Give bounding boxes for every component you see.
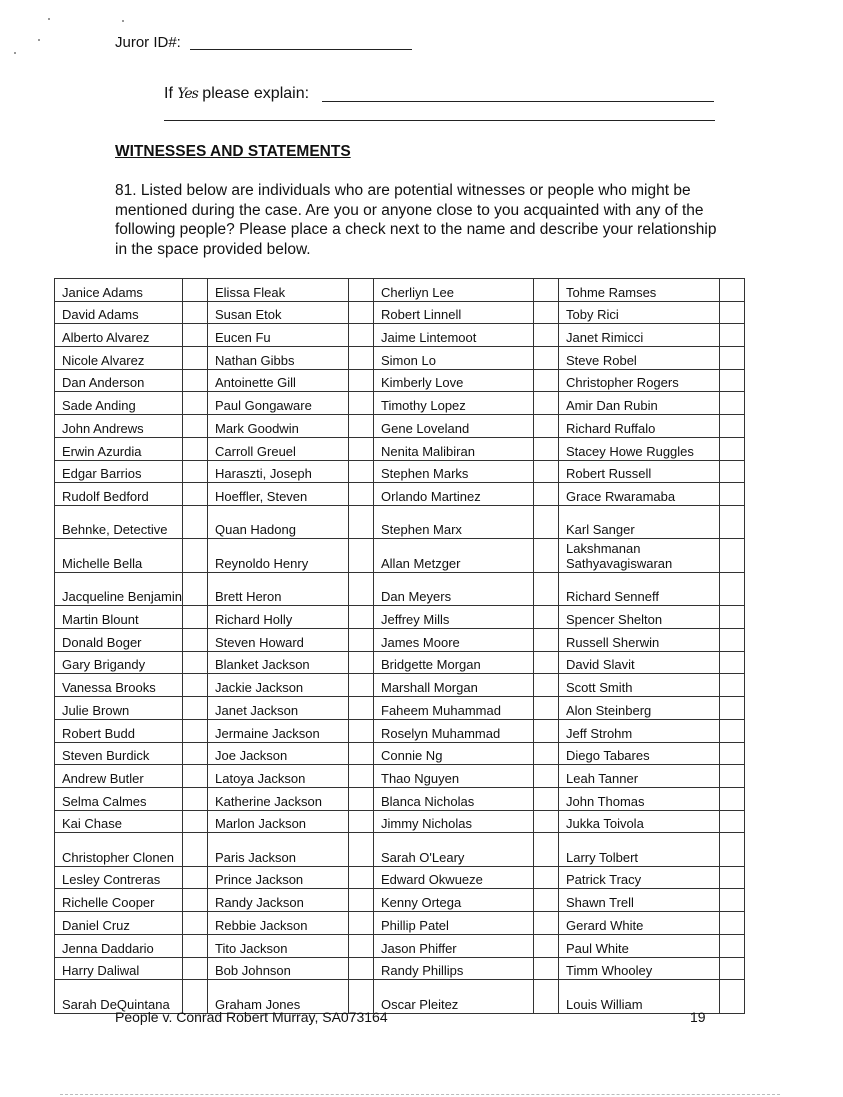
witness-check-box[interactable] bbox=[349, 392, 374, 415]
witness-name: Bob Johnson bbox=[208, 957, 349, 980]
witness-name: Steven Howard bbox=[208, 629, 349, 652]
witness-check-box[interactable] bbox=[720, 629, 745, 652]
witness-name: Steven Burdick bbox=[55, 742, 183, 765]
witness-check-box[interactable] bbox=[349, 629, 374, 652]
witness-name: Nenita Malibiran bbox=[374, 437, 534, 460]
witness-name: Randy Jackson bbox=[208, 889, 349, 912]
explain-field-line-1[interactable] bbox=[322, 101, 714, 102]
witness-name: Jeff Strohm bbox=[559, 719, 720, 742]
witness-name: Jermaine Jackson bbox=[208, 719, 349, 742]
scan-speck bbox=[48, 18, 50, 20]
witness-name: Robert Russell bbox=[559, 460, 720, 483]
witness-name: Oscar Pleitez bbox=[374, 980, 534, 1014]
witness-name: Stephen Marks bbox=[374, 460, 534, 483]
witness-name: Quan Hadong bbox=[208, 505, 349, 539]
witness-check-box[interactable] bbox=[349, 697, 374, 720]
witness-check-box[interactable] bbox=[349, 572, 374, 606]
witness-check-box[interactable] bbox=[720, 742, 745, 765]
witness-check-box[interactable] bbox=[534, 347, 559, 370]
witness-name: Hoeffler, Steven bbox=[208, 483, 349, 506]
witness-check-box[interactable] bbox=[183, 787, 208, 810]
witness-name: Dan Meyers bbox=[374, 572, 534, 606]
witness-check-box[interactable] bbox=[349, 324, 374, 347]
witness-row bbox=[55, 572, 745, 606]
witness-name: Julie Brown bbox=[55, 697, 183, 720]
witness-check-box[interactable] bbox=[349, 719, 374, 742]
witness-name: Daniel Cruz bbox=[55, 912, 183, 935]
witness-check-box[interactable] bbox=[183, 572, 208, 606]
witness-check-box[interactable] bbox=[183, 742, 208, 765]
witness-name: Russell Sherwin bbox=[559, 629, 720, 652]
witness-name: Jaime Lintemoot bbox=[374, 324, 534, 347]
witness-check-box[interactable] bbox=[720, 651, 745, 674]
witness-name: Scott Smith bbox=[559, 674, 720, 697]
witness-check-box[interactable] bbox=[349, 889, 374, 912]
witness-name: John Andrews bbox=[55, 415, 183, 438]
witness-row bbox=[55, 912, 745, 935]
witness-check-box[interactable] bbox=[349, 810, 374, 833]
witness-name: David Adams bbox=[55, 301, 183, 324]
witness-check-box[interactable] bbox=[534, 606, 559, 629]
witness-row bbox=[55, 301, 745, 324]
witness-name: Richard Ruffalo bbox=[559, 415, 720, 438]
witness-row bbox=[55, 833, 745, 867]
witness-check-box[interactable] bbox=[534, 437, 559, 460]
scan-speck bbox=[122, 20, 124, 22]
witness-check-box[interactable] bbox=[720, 810, 745, 833]
witness-name: Janet Jackson bbox=[208, 697, 349, 720]
witness-name: Simon Lo bbox=[374, 347, 534, 370]
witness-name: Lakshmanan Sathyavagiswaran bbox=[559, 539, 720, 573]
witness-row bbox=[55, 483, 745, 506]
witness-check-box[interactable] bbox=[349, 505, 374, 539]
question-81: 81. Listed below are individuals who are potential witnesses or people who might be mentioned during the case. Are you or anyone close to you acquainted with any of the following people? Please place a check next to the name and describe your relationship in the space provided below. bbox=[115, 182, 717, 258]
witness-check-box[interactable] bbox=[349, 957, 374, 980]
witness-check-box[interactable] bbox=[720, 505, 745, 539]
witness-row bbox=[55, 787, 745, 810]
witness-name: Timothy Lopez bbox=[374, 392, 534, 415]
witness-name: Tito Jackson bbox=[208, 934, 349, 957]
witness-check-box[interactable] bbox=[720, 980, 745, 1014]
witness-check-box[interactable] bbox=[349, 483, 374, 506]
witness-name: Nicole Alvarez bbox=[55, 347, 183, 370]
witness-name: Vanessa Brooks bbox=[55, 674, 183, 697]
witness-check-box[interactable] bbox=[183, 279, 208, 302]
witness-name: Kenny Ortega bbox=[374, 889, 534, 912]
witness-name: Allan Metzger bbox=[374, 539, 534, 573]
witness-name: Sarah DeQuintana bbox=[55, 980, 183, 1014]
witness-name: Janet Rimicci bbox=[559, 324, 720, 347]
witness-row bbox=[55, 437, 745, 460]
witness-check-box[interactable] bbox=[534, 301, 559, 324]
witness-name: Steve Robel bbox=[559, 347, 720, 370]
witness-row bbox=[55, 392, 745, 415]
witness-name: Behnke, Detective bbox=[55, 505, 183, 539]
witness-check-box[interactable] bbox=[720, 833, 745, 867]
witness-check-box[interactable] bbox=[349, 765, 374, 788]
witness-row bbox=[55, 889, 745, 912]
witness-name: Christopher Rogers bbox=[559, 369, 720, 392]
witness-name: Prince Jackson bbox=[208, 866, 349, 889]
witness-name: Richelle Cooper bbox=[55, 889, 183, 912]
witness-check-box[interactable] bbox=[720, 460, 745, 483]
page-number: 19 bbox=[690, 1009, 706, 1025]
witness-name: Jeffrey Mills bbox=[374, 606, 534, 629]
witness-check-box[interactable] bbox=[349, 347, 374, 370]
witness-name: Patrick Tracy bbox=[559, 866, 720, 889]
handwritten-yes: Yes bbox=[177, 86, 198, 102]
witness-name: Harry Daliwal bbox=[55, 957, 183, 980]
witness-check-box[interactable] bbox=[720, 572, 745, 606]
witness-check-box[interactable] bbox=[534, 392, 559, 415]
witness-check-box[interactable] bbox=[720, 866, 745, 889]
witness-check-box[interactable] bbox=[183, 889, 208, 912]
witness-check-box[interactable] bbox=[534, 415, 559, 438]
witness-name: Diego Tabares bbox=[559, 742, 720, 765]
witness-check-box[interactable] bbox=[183, 765, 208, 788]
witness-check-box[interactable] bbox=[183, 697, 208, 720]
witness-check-box[interactable] bbox=[183, 833, 208, 867]
witness-name: Donald Boger bbox=[55, 629, 183, 652]
scan-speck bbox=[14, 52, 16, 54]
witness-check-box[interactable] bbox=[183, 606, 208, 629]
witness-check-box[interactable] bbox=[183, 810, 208, 833]
witness-check-box[interactable] bbox=[349, 866, 374, 889]
witness-name: Andrew Butler bbox=[55, 765, 183, 788]
footer-case-name: People v. Conrad Robert Murray, SA073164 bbox=[115, 1009, 388, 1025]
witness-name: Martin Blount bbox=[55, 606, 183, 629]
witness-name: Gary Brigandy bbox=[55, 651, 183, 674]
witness-name: Shawn Trell bbox=[559, 889, 720, 912]
witness-check-box[interactable] bbox=[720, 324, 745, 347]
witness-check-box[interactable] bbox=[183, 505, 208, 539]
witness-check-box[interactable] bbox=[183, 629, 208, 652]
witness-name: Timm Whooley bbox=[559, 957, 720, 980]
witness-name: Paris Jackson bbox=[208, 833, 349, 867]
witness-name: Leah Tanner bbox=[559, 765, 720, 788]
witness-row bbox=[55, 279, 745, 302]
witness-check-box[interactable] bbox=[720, 347, 745, 370]
scan-speck bbox=[38, 39, 40, 41]
witness-check-box[interactable] bbox=[183, 651, 208, 674]
witness-name: Lesley Contreras bbox=[55, 866, 183, 889]
witness-check-box[interactable] bbox=[183, 301, 208, 324]
witness-check-box[interactable] bbox=[534, 742, 559, 765]
witness-check-box[interactable] bbox=[720, 392, 745, 415]
scan-bottom-edge bbox=[60, 1094, 780, 1095]
witness-row bbox=[55, 934, 745, 957]
witness-name: Sarah O'Leary bbox=[374, 833, 534, 867]
witness-check-box[interactable] bbox=[534, 810, 559, 833]
witness-name: Mark Goodwin bbox=[208, 415, 349, 438]
witness-name: Jacqueline Benjamin bbox=[55, 572, 183, 606]
witness-name: Spencer Shelton bbox=[559, 606, 720, 629]
witness-name: Marshall Morgan bbox=[374, 674, 534, 697]
witness-name: Brett Heron bbox=[208, 572, 349, 606]
witness-check-box[interactable] bbox=[183, 483, 208, 506]
witness-name: Janice Adams bbox=[55, 279, 183, 302]
explain-prompt bbox=[164, 85, 309, 103]
witness-name: David Slavit bbox=[559, 651, 720, 674]
witness-check-box[interactable] bbox=[534, 460, 559, 483]
witness-check-box[interactable] bbox=[720, 889, 745, 912]
witness-row bbox=[55, 674, 745, 697]
witness-name: Paul White bbox=[559, 934, 720, 957]
witness-name: Latoya Jackson bbox=[208, 765, 349, 788]
witness-name: Marlon Jackson bbox=[208, 810, 349, 833]
witness-name: Gerard White bbox=[559, 912, 720, 935]
witness-name: Antoinette Gill bbox=[208, 369, 349, 392]
witness-name: Elissa Fleak bbox=[208, 279, 349, 302]
witness-check-box[interactable] bbox=[534, 889, 559, 912]
witness-check-box[interactable] bbox=[534, 369, 559, 392]
witness-check-box[interactable] bbox=[534, 912, 559, 935]
witness-name: Katherine Jackson bbox=[208, 787, 349, 810]
witness-check-box[interactable] bbox=[183, 674, 208, 697]
witness-check-box[interactable] bbox=[349, 912, 374, 935]
witness-name: Alberto Alvarez bbox=[55, 324, 183, 347]
section-heading: WITNESSES AND STATEMENTS bbox=[115, 143, 351, 160]
witness-check-box[interactable] bbox=[183, 460, 208, 483]
witness-check-box[interactable] bbox=[183, 415, 208, 438]
witness-name: Stephen Marx bbox=[374, 505, 534, 539]
explain-field-line-2[interactable] bbox=[164, 120, 715, 121]
witness-name: Bridgette Morgan bbox=[374, 651, 534, 674]
witness-name: Joe Jackson bbox=[208, 742, 349, 765]
witness-name: Tohme Ramses bbox=[559, 279, 720, 302]
witness-check-box[interactable] bbox=[534, 324, 559, 347]
witness-check-box[interactable] bbox=[349, 674, 374, 697]
witness-check-box[interactable] bbox=[349, 651, 374, 674]
witness-check-box[interactable] bbox=[349, 301, 374, 324]
witness-check-box[interactable] bbox=[349, 415, 374, 438]
witness-check-box[interactable] bbox=[720, 301, 745, 324]
witness-check-box[interactable] bbox=[720, 719, 745, 742]
witness-check-box[interactable] bbox=[720, 415, 745, 438]
witness-check-box[interactable] bbox=[720, 437, 745, 460]
witness-check-box[interactable] bbox=[720, 912, 745, 935]
witness-check-box[interactable] bbox=[183, 324, 208, 347]
witness-name: Christopher Clonen bbox=[55, 833, 183, 867]
witness-name: Alon Steinberg bbox=[559, 697, 720, 720]
witness-name: Edgar Barrios bbox=[55, 460, 183, 483]
witness-row bbox=[55, 629, 745, 652]
witness-name: Phillip Patel bbox=[374, 912, 534, 935]
witness-name: Robert Linnell bbox=[374, 301, 534, 324]
witness-check-box[interactable] bbox=[349, 437, 374, 460]
witness-check-box[interactable] bbox=[534, 539, 559, 573]
witness-check-box[interactable] bbox=[534, 651, 559, 674]
witness-name: Amir Dan Rubin bbox=[559, 392, 720, 415]
witness-name: Kai Chase bbox=[55, 810, 183, 833]
witness-name: Connie Ng bbox=[374, 742, 534, 765]
witness-name: Robert Budd bbox=[55, 719, 183, 742]
witness-row bbox=[55, 460, 745, 483]
witness-check-box[interactable] bbox=[183, 866, 208, 889]
witness-name: Rudolf Bedford bbox=[55, 483, 183, 506]
witness-name: Carroll Greuel bbox=[208, 437, 349, 460]
witness-check-box[interactable] bbox=[534, 765, 559, 788]
witness-check-box[interactable] bbox=[534, 980, 559, 1014]
explain-label: please explain: bbox=[202, 85, 310, 102]
witness-check-box[interactable] bbox=[349, 539, 374, 573]
witness-row bbox=[55, 369, 745, 392]
witness-name: Selma Calmes bbox=[55, 787, 183, 810]
witness-check-box[interactable] bbox=[183, 957, 208, 980]
witness-row bbox=[55, 539, 745, 573]
witness-name: James Moore bbox=[374, 629, 534, 652]
witness-check-box[interactable] bbox=[720, 369, 745, 392]
witness-name: Richard Senneff bbox=[559, 572, 720, 606]
witness-name: Cherliyn Lee bbox=[374, 279, 534, 302]
witness-name: Orlando Martinez bbox=[374, 483, 534, 506]
witness-check-box[interactable] bbox=[534, 629, 559, 652]
witness-check-box[interactable] bbox=[534, 719, 559, 742]
witness-name: Karl Sanger bbox=[559, 505, 720, 539]
witness-table-body bbox=[55, 279, 745, 1014]
witness-check-box[interactable] bbox=[720, 606, 745, 629]
witness-name: Dan Anderson bbox=[55, 369, 183, 392]
witness-check-box[interactable] bbox=[534, 505, 559, 539]
witness-name: Thao Nguyen bbox=[374, 765, 534, 788]
witness-name: Jukka Toivola bbox=[559, 810, 720, 833]
witness-name: Jason Phiffer bbox=[374, 934, 534, 957]
witness-row bbox=[55, 697, 745, 720]
witness-name: Stacey Howe Ruggles bbox=[559, 437, 720, 460]
witness-name: John Thomas bbox=[559, 787, 720, 810]
witness-check-box[interactable] bbox=[183, 719, 208, 742]
witness-name: Edward Okwueze bbox=[374, 866, 534, 889]
witness-check-box[interactable] bbox=[349, 279, 374, 302]
witness-check-box[interactable] bbox=[534, 483, 559, 506]
witness-row bbox=[55, 719, 745, 742]
witness-check-box[interactable] bbox=[349, 606, 374, 629]
witness-check-box[interactable] bbox=[183, 369, 208, 392]
witness-name: Gene Loveland bbox=[374, 415, 534, 438]
explain-prefix: If bbox=[164, 85, 173, 102]
witness-name: Michelle Bella bbox=[55, 539, 183, 573]
witness-row bbox=[55, 505, 745, 539]
witness-check-box[interactable] bbox=[183, 934, 208, 957]
witness-check-box[interactable] bbox=[534, 279, 559, 302]
witness-name: Richard Holly bbox=[208, 606, 349, 629]
witness-check-box[interactable] bbox=[534, 787, 559, 810]
witness-table bbox=[54, 278, 745, 1014]
witness-name: Faheem Muhammad bbox=[374, 697, 534, 720]
witness-check-box[interactable] bbox=[720, 934, 745, 957]
witness-row bbox=[55, 606, 745, 629]
witness-name: Erwin Azurdia bbox=[55, 437, 183, 460]
witness-check-box[interactable] bbox=[720, 674, 745, 697]
witness-check-box[interactable] bbox=[534, 957, 559, 980]
witness-name: Reynoldo Henry bbox=[208, 539, 349, 573]
witness-check-box[interactable] bbox=[720, 279, 745, 302]
witness-name: Graham Jones bbox=[208, 980, 349, 1014]
witness-check-box[interactable] bbox=[349, 833, 374, 867]
witness-check-box[interactable] bbox=[183, 392, 208, 415]
witness-name: Larry Tolbert bbox=[559, 833, 720, 867]
witness-row bbox=[55, 866, 745, 889]
witness-check-box[interactable] bbox=[720, 697, 745, 720]
witness-check-box[interactable] bbox=[534, 866, 559, 889]
witness-check-box[interactable] bbox=[349, 460, 374, 483]
witness-check-box[interactable] bbox=[183, 437, 208, 460]
witness-check-box[interactable] bbox=[534, 674, 559, 697]
witness-check-box[interactable] bbox=[183, 912, 208, 935]
witness-row bbox=[55, 765, 745, 788]
witness-check-box[interactable] bbox=[534, 934, 559, 957]
witness-name: Blanca Nicholas bbox=[374, 787, 534, 810]
witness-name: Grace Rwaramaba bbox=[559, 483, 720, 506]
witness-check-box[interactable] bbox=[183, 539, 208, 573]
witness-check-box[interactable] bbox=[720, 539, 745, 573]
witness-check-box[interactable] bbox=[534, 572, 559, 606]
witness-name: Rebbie Jackson bbox=[208, 912, 349, 935]
witness-row bbox=[55, 651, 745, 674]
witness-name: Blanket Jackson bbox=[208, 651, 349, 674]
witness-name: Eucen Fu bbox=[208, 324, 349, 347]
witness-row bbox=[55, 324, 745, 347]
witness-row bbox=[55, 415, 745, 438]
witness-name: Louis William bbox=[559, 980, 720, 1014]
witness-row bbox=[55, 347, 745, 370]
witness-name: Susan Etok bbox=[208, 301, 349, 324]
witness-check-box[interactable] bbox=[349, 742, 374, 765]
witness-name: Haraszti, Joseph bbox=[208, 460, 349, 483]
witness-check-box[interactable] bbox=[349, 934, 374, 957]
witness-row bbox=[55, 810, 745, 833]
witness-check-box[interactable] bbox=[534, 697, 559, 720]
witness-name: Jackie Jackson bbox=[208, 674, 349, 697]
witness-check-box[interactable] bbox=[349, 787, 374, 810]
witness-row bbox=[55, 957, 745, 980]
witness-name: Randy Phillips bbox=[374, 957, 534, 980]
witness-check-box[interactable] bbox=[349, 369, 374, 392]
witness-check-box[interactable] bbox=[720, 483, 745, 506]
witness-name: Kimberly Love bbox=[374, 369, 534, 392]
witness-check-box[interactable] bbox=[720, 787, 745, 810]
witness-check-box[interactable] bbox=[720, 957, 745, 980]
juror-id-field[interactable] bbox=[190, 49, 412, 50]
witness-name: Jenna Daddario bbox=[55, 934, 183, 957]
witness-name: Nathan Gibbs bbox=[208, 347, 349, 370]
witness-row bbox=[55, 742, 745, 765]
witness-name: Sade Anding bbox=[55, 392, 183, 415]
witness-check-box[interactable] bbox=[183, 347, 208, 370]
juror-id-label: Juror ID#: bbox=[115, 34, 181, 51]
witness-name: Jimmy Nicholas bbox=[374, 810, 534, 833]
witness-check-box[interactable] bbox=[534, 833, 559, 867]
witness-name: Paul Gongaware bbox=[208, 392, 349, 415]
witness-check-box[interactable] bbox=[720, 765, 745, 788]
witness-name: Roselyn Muhammad bbox=[374, 719, 534, 742]
witness-name: Toby Rici bbox=[559, 301, 720, 324]
